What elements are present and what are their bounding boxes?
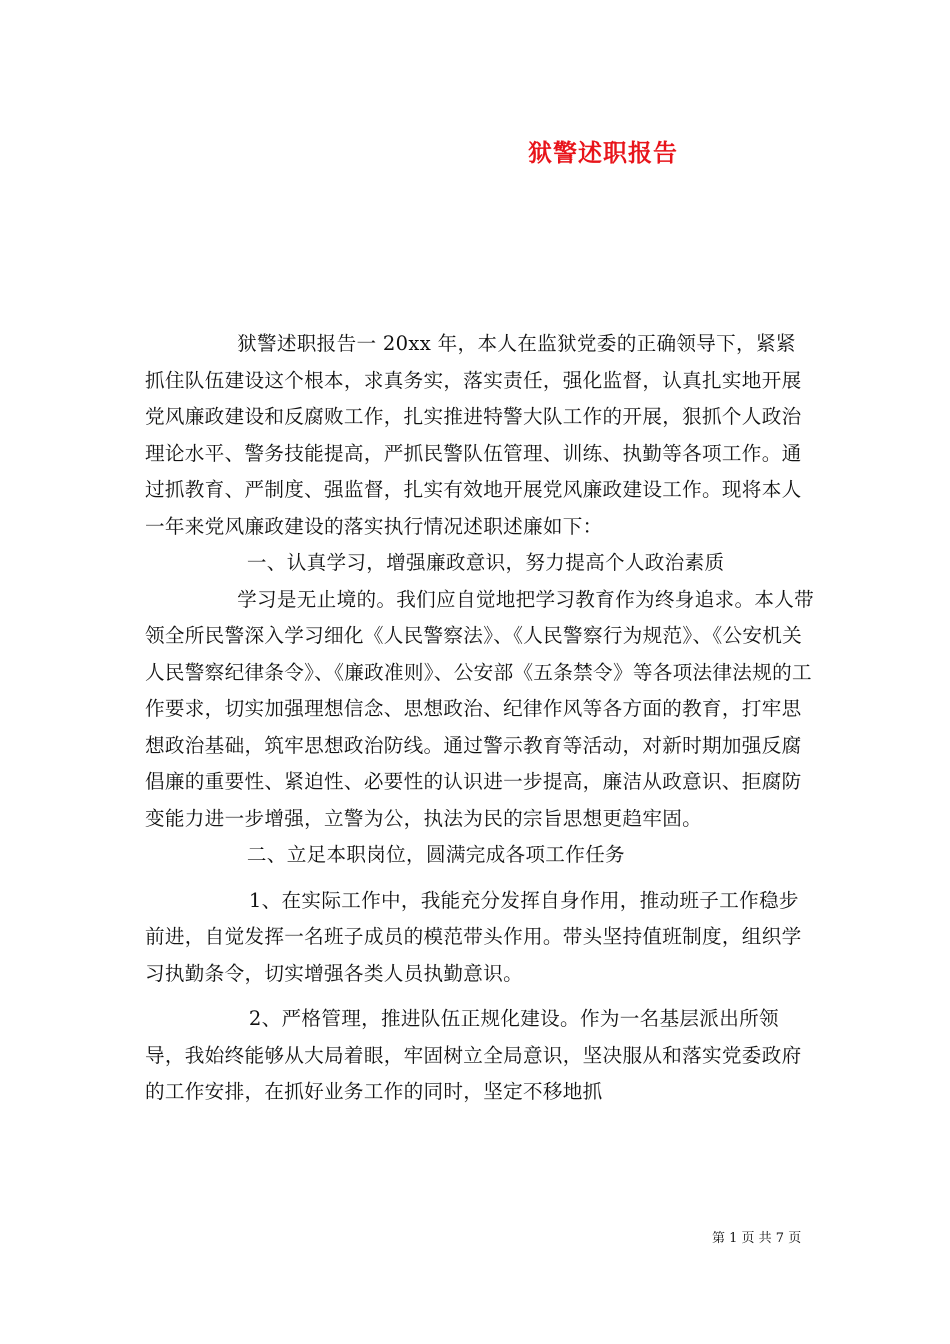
section-heading-1: 一、认真学习，增强廉政意识，努力提高个人政治素质 xyxy=(246,551,725,574)
document-body xyxy=(145,326,815,1111)
item-paragraph-1: 1、在实际工作中，我能充分发挥自身作用，推动班子工作稳步前进，自觉发挥一名班子成员的模范带头作用。带头坚持值班制度，组织学习执勤条令，切实增强各类人员执勤意识。 xyxy=(145,888,802,985)
page-number-footer: 第 1 页 共 7 页 xyxy=(712,1231,802,1246)
intro-paragraph: 狱警述职报告一 20xx 年，本人在监狱党委的正确领导下，紧紧抓住队伍建设这个根本，求真务实，落实责任，强化监督，认真扎实地开展党风廉政建设和反腐败工作，扎实推进特警大队工作的开展，狠抓个人政治理论水平、警务技能提高，严抓民警队伍管理、训练、执勤等各项工作。通过抓教育、严制度、强监督，扎实有效地开展党风廉政建设工作。现将本人一年来党风廉政建设的落实执行情况述职述廉如下： xyxy=(145,332,802,538)
study-paragraph: 学习是无止境的。我们应自觉地把学习教育作为终身追求。本人带领全所民警深入学习细化《人民警察法》、《人民警察行为规范》、《公安机关人民警察纪律条令》、《廉政准则》、公安部《五条禁令》等各项法律法规的工作要求，切实加强理想信念、思想政治、纪律作风等各方面的教育，打牢思想政治基础，筑牢思想政治防线。通过警示教育等活动，对新时期加强反腐倡廉的重要性、紧迫性、必要性的认识进一步提高，廉洁从政意识、拒腐防变能力进一步增强，立警为公，执法为民的宗旨思想更趋牢固。 xyxy=(145,587,815,830)
section-heading-2: 二、立足本职岗位，圆满完成各项工作任务 xyxy=(246,843,625,866)
item-paragraph-2: 2、严格管理，推进队伍正规化建设。作为一名基层派出所领导，我始终能够从大局着眼，牢固树立全局意识，坚决服从和落实党委政府的工作安排，在抓好业务工作的同时，坚定不移地抓 xyxy=(145,1007,802,1103)
document-title: 狱警述职报告 xyxy=(528,138,678,167)
